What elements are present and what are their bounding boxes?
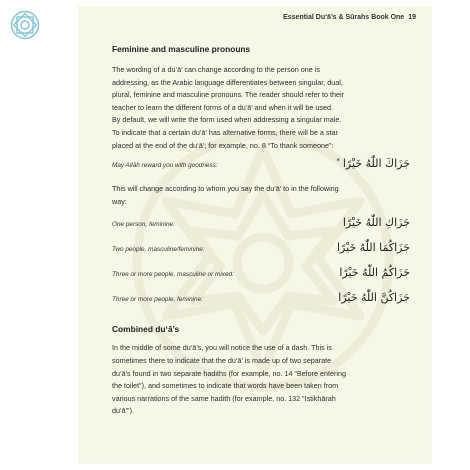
example-label: May Allāh reward you with goodness:: [112, 162, 218, 170]
book-page: [78, 6, 432, 464]
text-line: placed at the end of the du‘ā’; for example, no. 8 “To thank someone”:: [112, 140, 334, 150]
text-line: way:: [112, 196, 127, 206]
page-content: [112, 44, 410, 418]
text-line: In the middle of some du‘ā’s, you will notice the use of a dash. This is: [112, 343, 332, 353]
section-heading-pronouns: Feminine and masculine pronouns: [112, 44, 251, 54]
variant-row: [112, 241, 410, 266]
paragraph-variants-intro: [112, 183, 410, 208]
paragraph-pronouns: [112, 64, 410, 152]
text-line: sometimes there to indicate that the du‘ā’ is made up of two separate: [112, 355, 332, 365]
page-number: 19: [408, 14, 416, 21]
islamic-star-logo-icon: [10, 10, 40, 40]
variants-list: [112, 216, 410, 316]
variant-arabic: جَزَاكُمُ اللّٰهُ خَيْرًا: [339, 266, 410, 280]
star-marker: *: [336, 157, 340, 166]
arabic-text: جَزَاكَ اللّٰهُ خَيْرًا: [342, 157, 410, 171]
book-title: Essential Du‘ā’s & Sūrahs Book One: [283, 14, 405, 21]
text-line: du‘ā’”).: [112, 406, 134, 416]
text-line: addressing, as the Arabic language differentiates between singular, dual,: [112, 77, 343, 87]
section-heading-combined: Combined du‘ā’s: [112, 324, 180, 335]
variant-row: [112, 291, 410, 316]
text-line: This will change according to whom you say the du‘ā’ to in the following: [112, 184, 339, 194]
variant-label: Three or more people, masculine or mixed:: [112, 271, 234, 279]
variant-label: One person, feminine:: [112, 221, 175, 229]
text-line: By default, we will write the form used when addressing a singular male.: [112, 115, 342, 125]
example-arabic: [336, 157, 410, 170]
variant-row: [112, 216, 410, 241]
variant-label: Two people, masculine/feminine:: [112, 246, 205, 254]
variant-arabic: جَزَاكُمَا اللّٰهُ خَيْرًا: [336, 241, 410, 255]
variant-arabic: جَزَاكِ اللّٰهُ خَيْرًا: [342, 216, 410, 230]
variant-row: [112, 266, 410, 291]
text-line: du‘ā’s found in two separate hadiths (for example, no. 14 “Before entering: [112, 368, 347, 378]
variant-label: Three or more people, feminine:: [112, 296, 203, 304]
text-line: To indicate that a certain du‘ā’ has alternative forms, there will be a star: [112, 127, 338, 137]
text-line: plural, feminine and masculine pronouns. The reader should refer to their: [112, 90, 344, 100]
paragraph-combined: [112, 342, 410, 418]
text-line: teacher to learn the different forms of a du‘ā’ and when it will be used.: [112, 102, 333, 112]
running-header: [283, 14, 416, 21]
example-row: [112, 157, 410, 179]
variant-arabic: جَزَاكُنَّ اللّٰهُ خَيْرًا: [338, 291, 410, 305]
text-line: The wording of a du‘ā’ can change according to the person one is: [112, 65, 320, 74]
text-line: various narrations of the same hadith (for example, no. 132 “Istikhārah: [112, 393, 336, 403]
text-line: the toilet”), and sometimes to indicate that words have been taken from: [112, 381, 339, 391]
